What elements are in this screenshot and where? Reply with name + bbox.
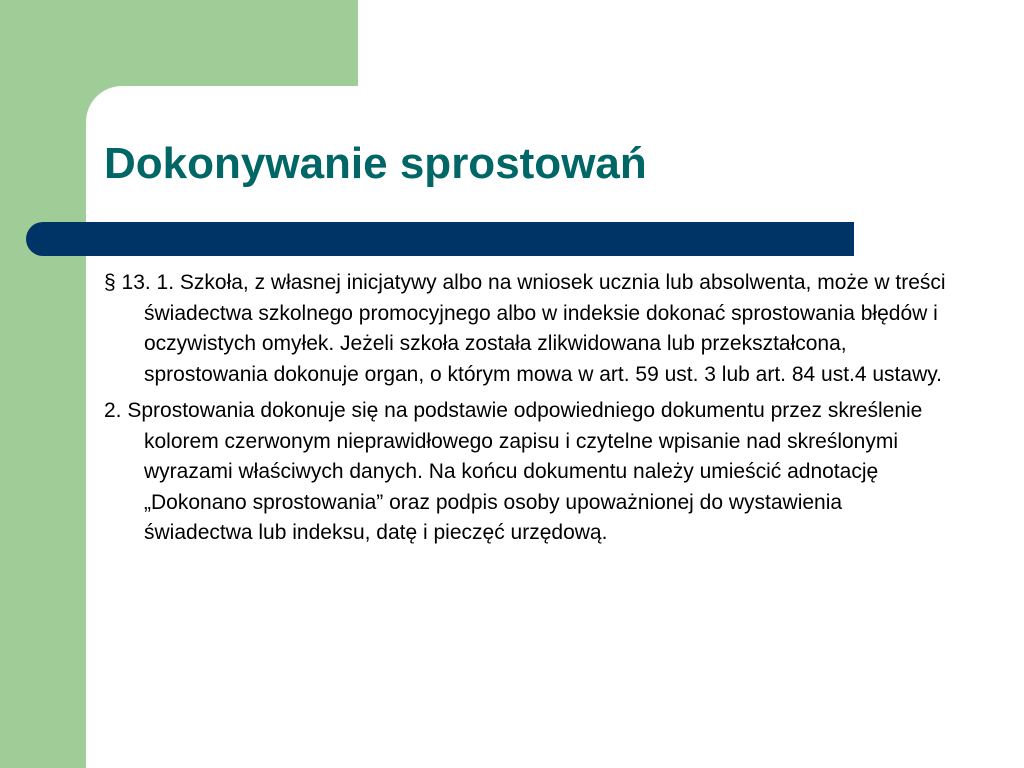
paragraph-section-13-1: § 13. 1. Szkoła, z własnej inicjatywy albo na wniosek ucznia lub absolwenta, może w treści świadectwa szkolnego promocyjnego albo w indeksie dokonać sprostowania błędów i oczywistych omyłek. Jeżeli szkoła została zlikwidowana lub przekształcona, sprostowania dokonuje organ, o którym mowa w art. 59 ust. 3 lub art. 84 ust.4 ustawy. (104, 271, 946, 386)
slide-body (104, 268, 954, 555)
paragraph-section-2: 2. Sprostowania dokonuje się na podstawie odpowiedniego dokumentu przez skreślenie kolorem czerwonym nieprawidłowego zapisu i czytelne wpisanie nad skreślonymi wyrazami właściwych danych. Na końcu dokumentu należy umieścić adnotację „Dokonano sprostowania” oraz podpis osoby upoważnionej do wystawienia świadectwa lub indeksu, datę i pieczęć urzędową. (104, 399, 923, 544)
left-green-band (0, 0, 86, 768)
top-green-band (0, 0, 358, 86)
slide-title: Dokonywanie sprostowań (104, 139, 647, 188)
title-underline-bar (26, 222, 854, 256)
